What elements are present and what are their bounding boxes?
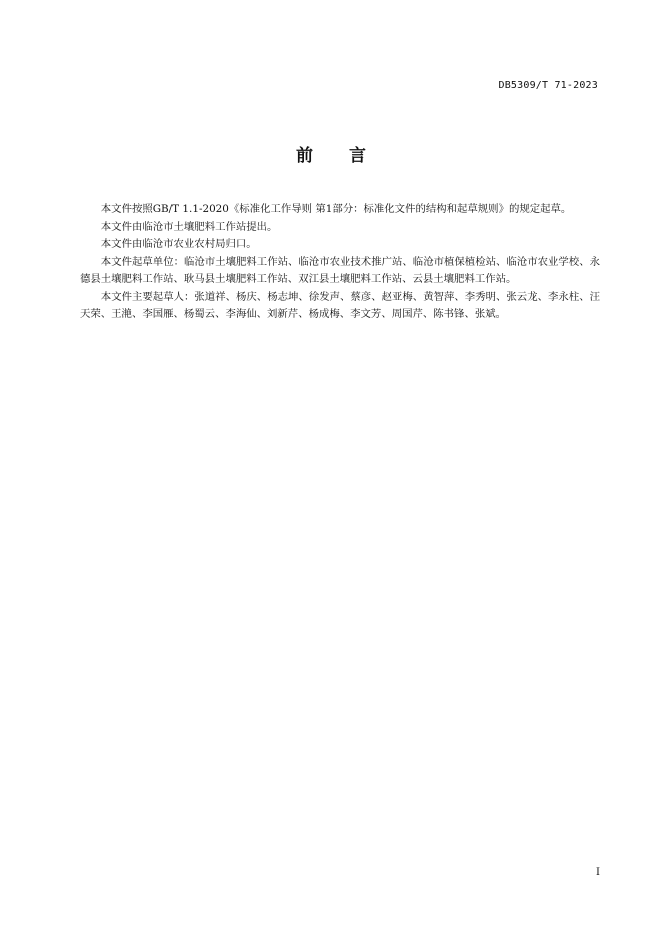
paragraph-drafting-units: 本文件起草单位：临沧市土壤肥料工作站、临沧市农业技术推广站、临沧市植保植检站、临沧市农业学校、永德县土壤肥料工作站、耿马县土壤肥料工作站、双江县土壤肥料工作站、云县土壤肥料工作站。	[80, 255, 600, 285]
page-title: 前言	[296, 146, 402, 166]
paragraph-proposer: 本文件由临沧市土壤肥料工作站提出。	[100, 220, 278, 233]
foreword-body	[80, 201, 600, 324]
document-code: DB5309/T 71-2023	[498, 80, 598, 91]
paragraph-drafters: 本文件主要起草人：张道祥、杨庆、杨志坤、徐发声、蔡彦、赵亚梅、黄智萍、李秀明、张云龙、李永柱、汪天荣、王滟、李国雁、杨蜀云、李海仙、刘新芹、杨成梅、李文芳、周国芹、陈书锋、张斌。	[80, 290, 600, 320]
paragraph-drafting-rules: 本文件按照GB/T 1.1-2020《标准化工作导则 第1部分：标准化文件的结构和起草规则》的规定起草。	[100, 203, 572, 215]
paragraph-administrator: 本文件由临沧市农业农村局归口。	[100, 238, 257, 250]
page-number: I	[596, 867, 600, 878]
